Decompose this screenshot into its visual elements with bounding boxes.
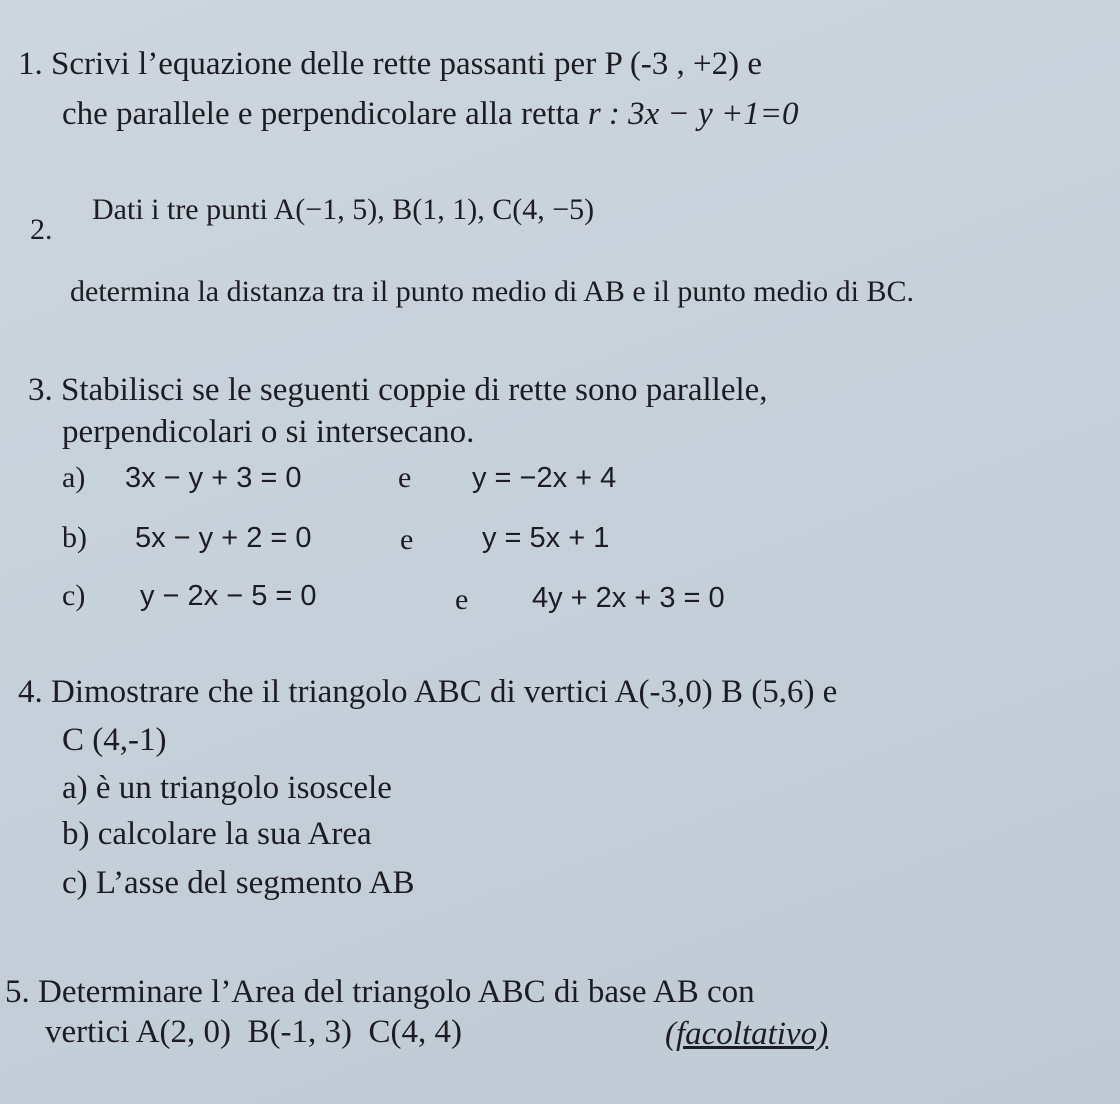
q3-a-first: 3x − y + 3 = 0 (125, 462, 302, 494)
q4-line2: C (4,-1) (62, 722, 167, 758)
q3-b-conj: e (400, 523, 414, 556)
q3-b-label: b) (62, 521, 87, 554)
q4-line1: 4. Dimostrare che il triangolo ABC di vertici A(-3,0) B (5,6) e (18, 674, 838, 710)
q2-number: 2. (30, 213, 53, 246)
q3-c-second: 4y + 2x + 3 = 0 (532, 582, 725, 614)
q1-line1: 1. Scrivi l’equazione delle rette passanti per P (-3 , +2) e (18, 46, 763, 82)
q4-item-a: a) è un triangolo isoscele (62, 770, 392, 806)
q5-line1: 5. Determinare l’Area del triangolo ABC di base AB con (5, 974, 755, 1010)
q3-a-conj: e (398, 461, 412, 494)
q3-b-first: 5x − y + 2 = 0 (135, 522, 312, 554)
q2-line2: determina la distanza tra il punto medio di AB e il punto medio di BC. (70, 275, 915, 308)
q4-item-c: c) L’asse del segmento AB (62, 865, 415, 901)
q3-b-second: y = 5x + 1 (482, 522, 610, 554)
q5-line2: vertici A(2, 0) B(-1, 3) C(4, 4) (45, 1014, 462, 1050)
q2-line1: Dati i tre punti A(−1, 5), B(1, 1), C(4, −5) (92, 193, 595, 226)
q3-a-label: a) (62, 461, 86, 494)
q3-line1: 3. Stabilisci se le seguenti coppie di rette sono parallele, (28, 372, 768, 408)
q3-line2: perpendicolari o si intersecano. (62, 414, 475, 450)
q1-text: che parallele e perpendicolare alla retta (62, 96, 580, 132)
q4-item-b: b) calcolare la sua Area (62, 816, 372, 852)
q5-optional: (facoltativo) (665, 1016, 829, 1052)
q3-c-first: y − 2x − 5 = 0 (140, 580, 317, 612)
q3-a-second: y = −2x + 4 (472, 462, 617, 494)
q1-equation: r : 3x − y +1=0 (587, 96, 799, 132)
q3-c-label: c) (62, 579, 86, 612)
q3-c-conj: e (455, 583, 469, 616)
q1-line2 (62, 94, 799, 134)
